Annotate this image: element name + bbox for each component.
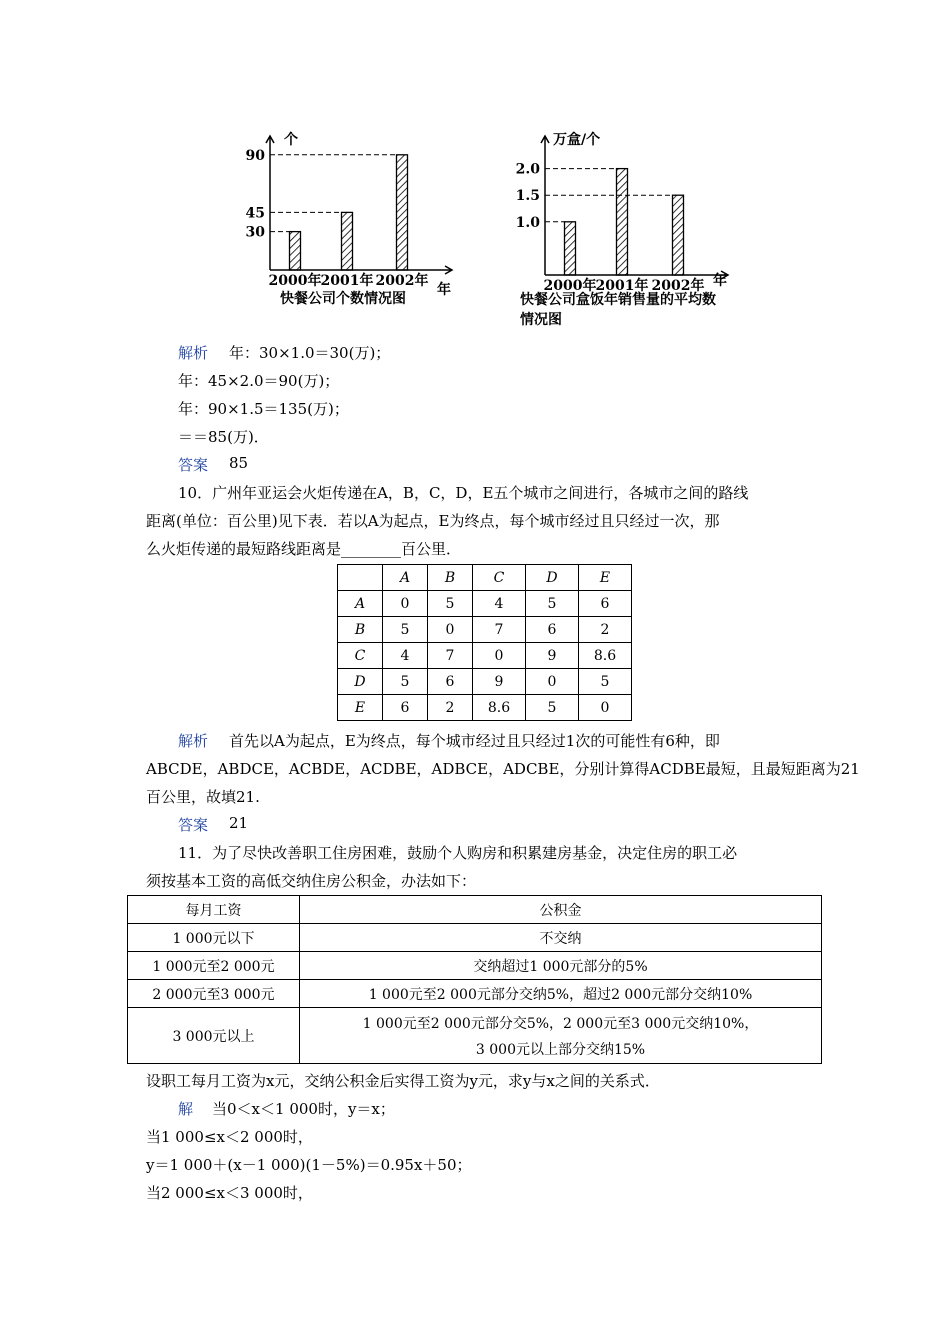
q10-jiexi-line2: ABCDE，ABDCE，ACBDE，ACDBE，ADBCE，ADCBE，分别计算得ACDBE最短，且最短距离为21 (146, 760, 860, 778)
x-tick-label: 2001年 (320, 273, 374, 289)
housing-fund-table (127, 895, 822, 1064)
table-cell: 4 (383, 643, 428, 669)
table-cell: A (338, 591, 383, 617)
q9-line4: ＝＝85(万)． (178, 428, 269, 446)
x-tick-label: 2002年 (375, 273, 429, 289)
bar (565, 222, 576, 275)
table-cell: 9 (526, 643, 579, 669)
table-cell: 8.6 (579, 643, 632, 669)
table-cell: 6 (428, 669, 473, 695)
q11-line1: 11．为了尽快改善职工住房困难，鼓励个人购房和积累建房基金，决定住房的职工必 (178, 844, 738, 862)
q9-answer: 85 (229, 454, 249, 472)
table-row (128, 980, 822, 1008)
table-cell: 0 (428, 617, 473, 643)
y-tick-label: 30 (245, 224, 265, 241)
table-cell: 3 000元以上 (128, 1008, 300, 1064)
x-tick-label: 2000年 (543, 278, 597, 294)
table-cell-line: 1 000元至2 000元部分交5%，2 000元至3 000元交纳10%， (362, 1015, 759, 1032)
q11-jie-label: 解 (178, 1100, 194, 1118)
table-cell: 不交纳 (300, 924, 822, 952)
table-cell: 1 000元以下 (128, 924, 300, 952)
table-cell: B (428, 565, 473, 591)
table-cell: 5 (383, 617, 428, 643)
bar (397, 155, 408, 270)
table-cell: 6 (383, 695, 428, 721)
table-cell: 公积金 (300, 896, 822, 924)
table-cell: C (473, 565, 526, 591)
table-cell: A (383, 565, 428, 591)
y-tick-label: 1.5 (515, 188, 540, 205)
table-cell: 0 (473, 643, 526, 669)
chart-title: 情况图 (520, 312, 562, 328)
y-axis-label: 个 (284, 132, 298, 148)
table-row (128, 924, 822, 952)
table-cell: 5 (526, 591, 579, 617)
table-cell (300, 1008, 822, 1064)
table-cell: D (338, 669, 383, 695)
chart-restaurant-count (240, 128, 470, 318)
table-row (338, 669, 632, 695)
bar (290, 232, 301, 270)
q10-jiexi-label: 解析 (178, 732, 209, 750)
table-row (128, 952, 822, 980)
x-axis-label: 年 (713, 273, 727, 289)
x-axis-label: 年 (437, 282, 451, 298)
q9-line1: 年：30×1.0＝30(万)； (229, 344, 391, 362)
y-axis-label: 万盒/个 (553, 132, 601, 148)
table-cell (338, 565, 383, 591)
table-cell: 6 (526, 617, 579, 643)
q9-line3: 年：90×1.5＝135(万)； (178, 400, 349, 418)
q9-line2: 年：45×2.0＝90(万)； (178, 372, 340, 390)
table-cell: 1 000元至2 000元 (128, 952, 300, 980)
q11-line3: 设职工每月工资为x元，交纳公积金后实得工资为y元，求y与x之间的关系式． (146, 1072, 660, 1090)
q11-sol1: 当0＜x＜1 000时，y＝x； (212, 1100, 395, 1118)
table-cell: 5 (579, 669, 632, 695)
q9-answer-label: 答案 (178, 456, 209, 474)
q11-line2: 须按基本工资的高低交纳住房公积金，办法如下： (146, 872, 477, 890)
chart-lunchbox-sales (510, 128, 750, 338)
table-cell: 0 (579, 695, 632, 721)
distance-table (337, 564, 632, 721)
table-cell: B (338, 617, 383, 643)
table-cell: 2 (579, 617, 632, 643)
table-cell: 每月工资 (128, 896, 300, 924)
y-tick-label: 2.0 (515, 161, 540, 178)
table-cell: 6 (579, 591, 632, 617)
chart-title: 快餐公司盒饭年销售量的平均数 (520, 292, 716, 308)
q11-sol3: y＝1 000＋(x－1 000)(1－5%)＝0.95x＋50； (146, 1156, 472, 1174)
y-tick-label: 1.0 (515, 214, 540, 231)
table-cell: 5 (526, 695, 579, 721)
table-cell: 7 (428, 643, 473, 669)
table-cell-line: 3 000元以上部分交纳15% (475, 1041, 646, 1058)
bar (673, 195, 684, 275)
y-tick-label: 90 (245, 147, 265, 164)
table-cell: 5 (428, 591, 473, 617)
x-tick-label: 2001年 (595, 278, 649, 294)
q10-jiexi-line3: 百公里，故填21. (146, 788, 260, 806)
table-row (338, 695, 632, 721)
x-tick-label: 2002年 (651, 278, 705, 294)
bar (617, 169, 628, 275)
y-tick-label: 45 (245, 205, 265, 222)
table-row (338, 565, 632, 591)
table-cell: E (338, 695, 383, 721)
q10-line1: 10．广州年亚运会火炬传递在A，B，C，D，E五个城市之间进行，各城市之间的路线 (178, 484, 749, 502)
q10-answer-label: 答案 (178, 816, 209, 834)
table-cell: D (526, 565, 579, 591)
q10-jiexi-line1: 首先以A为起点，E为终点，每个城市经过且只经过1次的可能性有6种，即 (229, 732, 720, 750)
table-cell: 2 (428, 695, 473, 721)
table-row (128, 896, 822, 924)
table-cell: 2 000元至3 000元 (128, 980, 300, 1008)
table-cell: 7 (473, 617, 526, 643)
table-row (338, 643, 632, 669)
table-cell: 0 (383, 591, 428, 617)
table-cell: 9 (473, 669, 526, 695)
q10-line2: 距离(单位：百公里)见下表．若以A为起点，E为终点，每个城市经过且只经过一次，那 (146, 512, 720, 530)
q10-answer: 21 (229, 814, 249, 832)
table-cell: E (579, 565, 632, 591)
chart-title: 快餐公司个数情况图 (280, 291, 406, 307)
table-cell: 0 (526, 669, 579, 695)
x-tick-label: 2000年 (268, 273, 322, 289)
q11-sol4: 当2 000≤x＜3 000时， (146, 1184, 313, 1202)
table-cell: 5 (383, 669, 428, 695)
table-row (338, 617, 632, 643)
q10-line3: 么火炬传递的最短路线距离是________百公里． (146, 540, 462, 558)
table-cell: C (338, 643, 383, 669)
table-cell: 交纳超过1 000元部分的5% (300, 952, 822, 980)
q11-sol2: 当1 000≤x＜2 000时， (146, 1128, 313, 1146)
bar (342, 212, 353, 270)
table-row (128, 1008, 822, 1064)
q9-jiexi-label: 解析 (178, 344, 209, 362)
table-row (338, 591, 632, 617)
table-cell: 1 000元至2 000元部分交纳5%，超过2 000元部分交纳10% (300, 980, 822, 1008)
table-cell: 4 (473, 591, 526, 617)
table-cell: 8.6 (473, 695, 526, 721)
